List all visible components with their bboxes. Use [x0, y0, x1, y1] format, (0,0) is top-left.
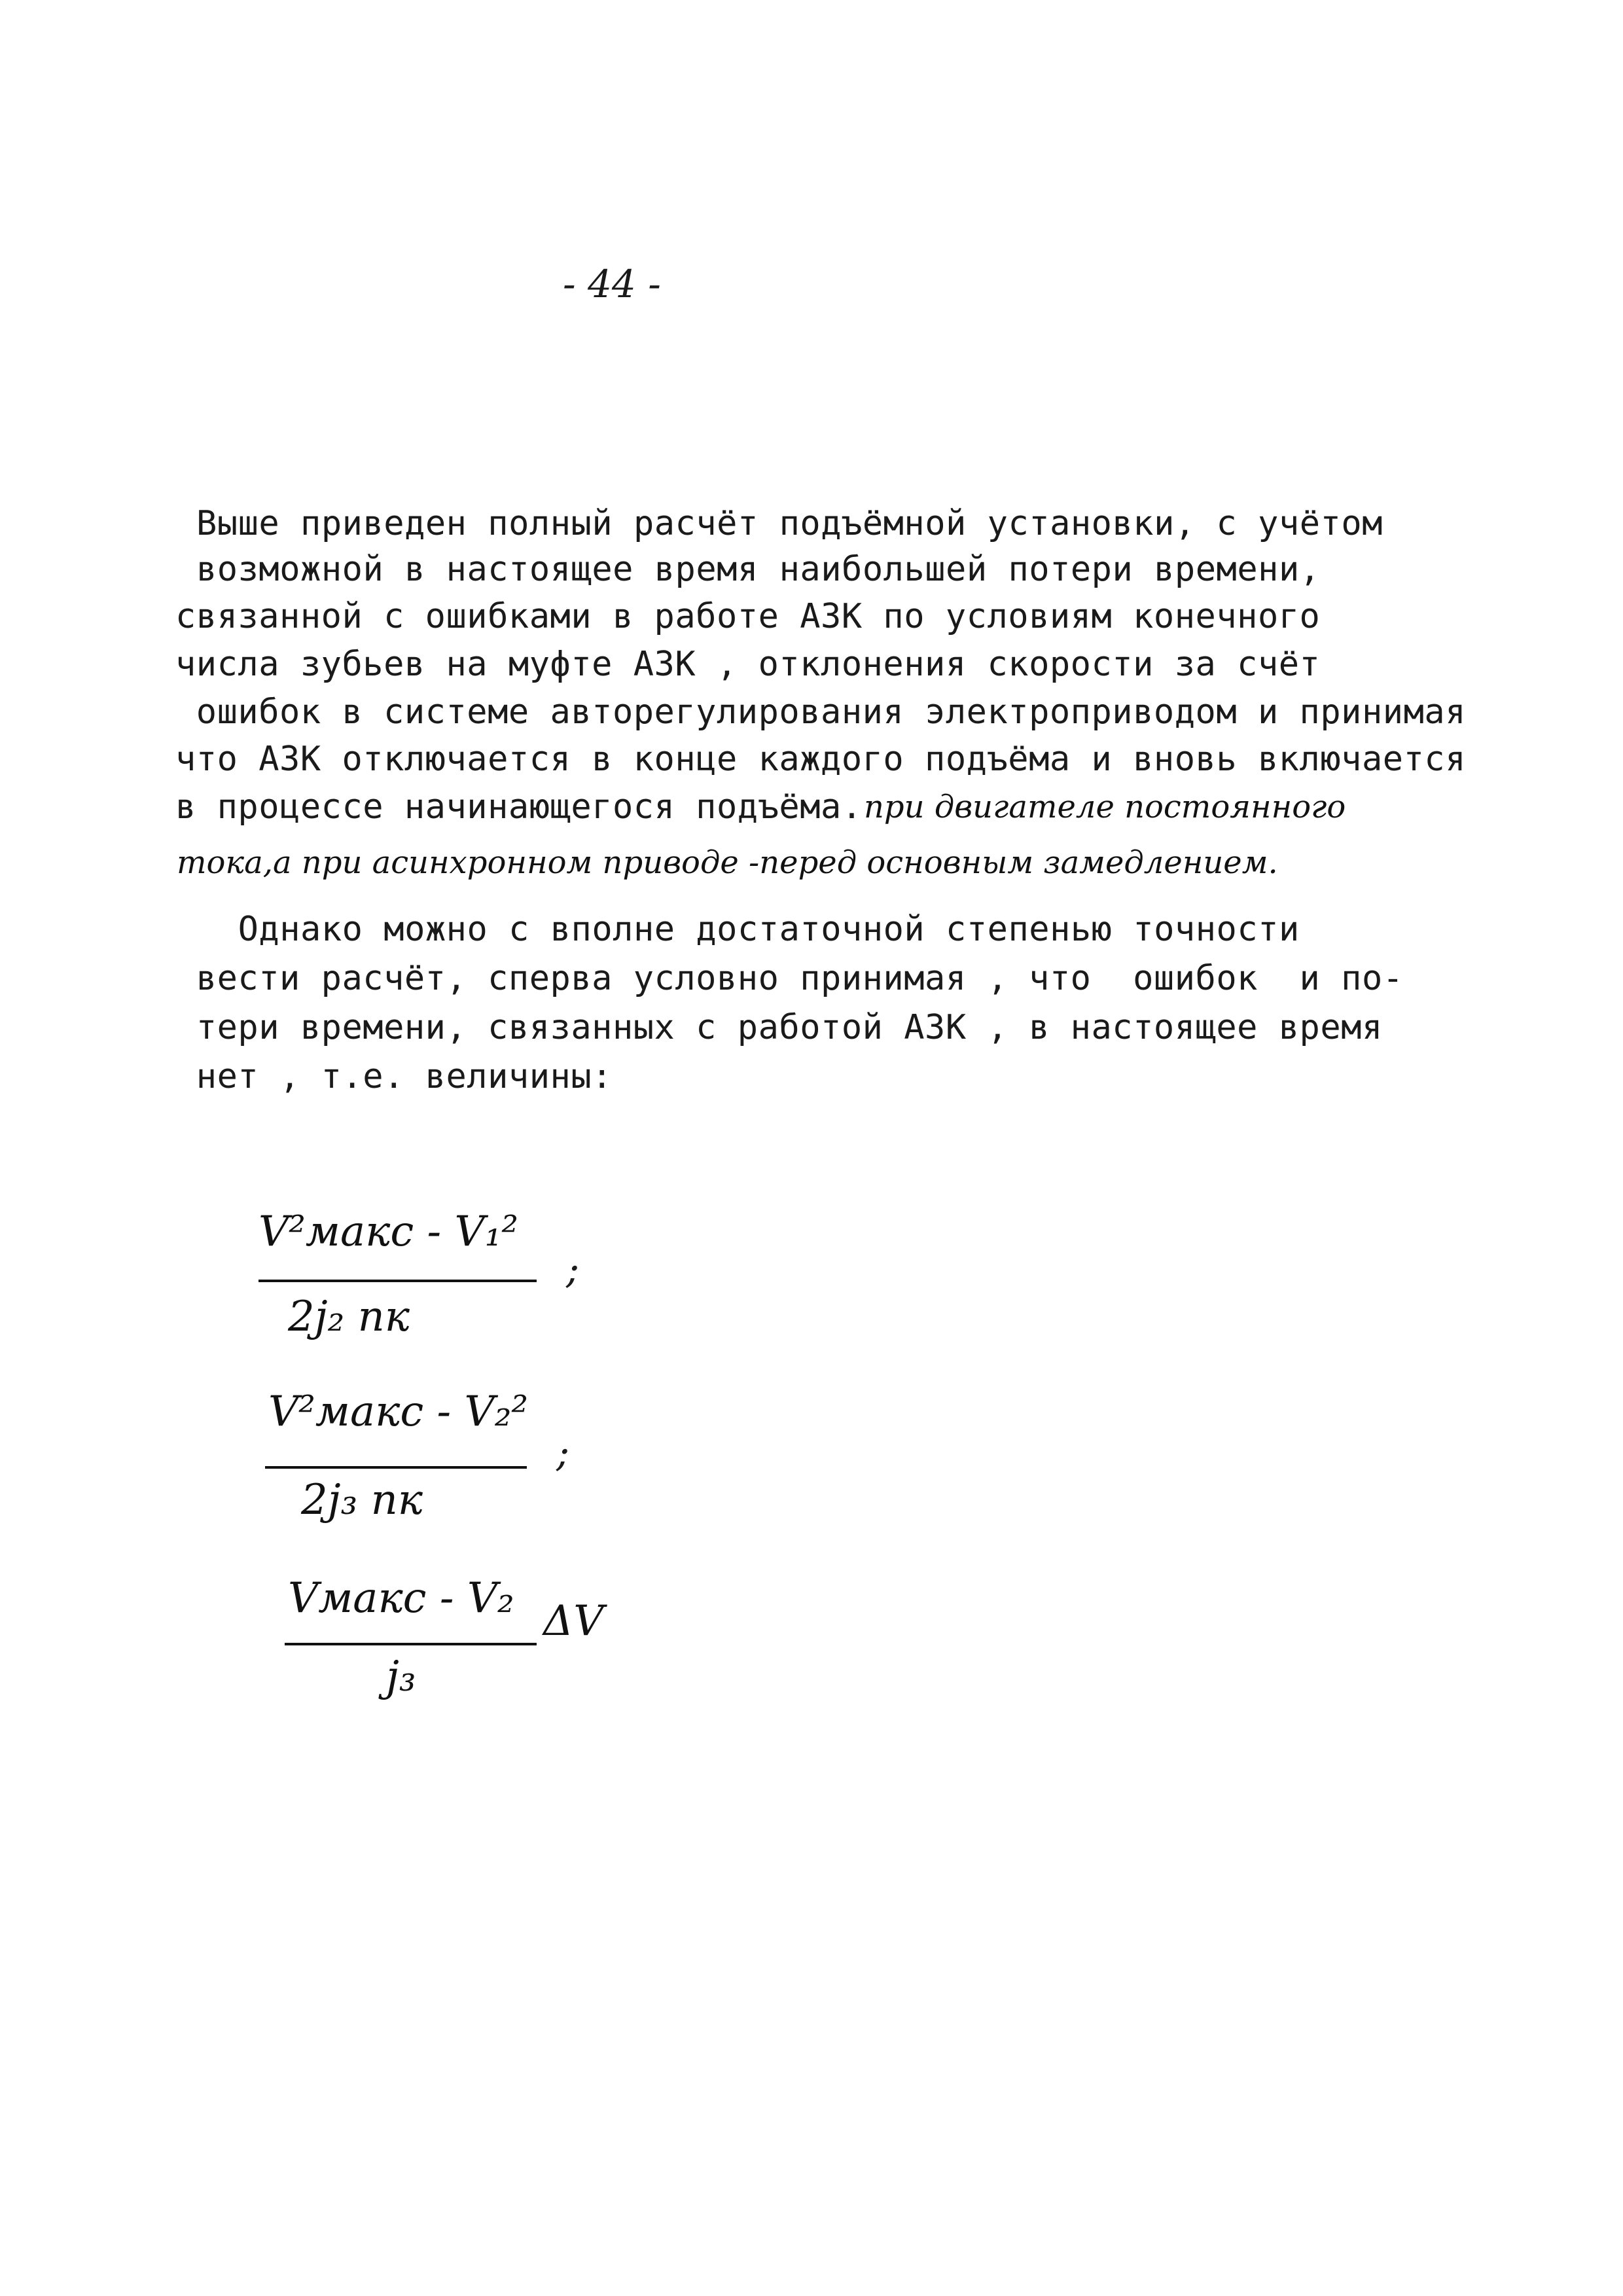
formula-denominator: j₃ [386, 1653, 416, 1701]
formula-numerator: V²макс - V₂² [268, 1388, 528, 1436]
text-line: связанной с ошибками в работе АЗК по условиям конечного [175, 597, 1321, 636]
text-line: в процессе начинающегося подъёма. [175, 787, 863, 827]
text-line: Выше приведен полный расчёт подъёмной установки, с учётом [196, 504, 1383, 543]
text-line: что АЗК отключается в конце каждого подъёма и вновь включается [175, 740, 1467, 779]
formula-suffix: ΔV [543, 1597, 604, 1645]
formula-numerator: V²макс - V₁² [259, 1208, 518, 1256]
fraction-line [259, 1280, 537, 1282]
page-number: - 44 - [563, 262, 661, 306]
text-line: Однако можно с вполне достаточной степенью точности [196, 910, 1300, 949]
formula-denominator: 2j₃ пк [301, 1476, 423, 1524]
text-line: нет , т.е. величины: [175, 1057, 613, 1096]
text-line: ошибок в системе авторегулирования электроприводом и принимая [175, 692, 1467, 732]
handwritten-note: при двигателе постоянного [864, 789, 1346, 825]
formula-separator: ; [556, 1430, 570, 1476]
text-line: числа зубьев на муфте АЗК , отклонения скорости за счёт [175, 645, 1321, 684]
text-line: возможной в настоящее время наибольшей потери времени, [196, 550, 1321, 589]
fraction-line [285, 1643, 537, 1645]
formula-denominator: 2j₂ пк [288, 1293, 410, 1341]
handwritten-note: тока,а при асинхронном приводе -перед основным замедлением. [177, 844, 1278, 881]
formula-separator: ; [566, 1247, 580, 1293]
fraction-line [265, 1466, 527, 1469]
formula-numerator: Vмакс - V₂ [288, 1574, 514, 1623]
text-line: тери времени, связанных с работой АЗК , в настоящее время [175, 1008, 1383, 1047]
text-line: вести расчёт, сперва условно принимая , что ошибок и по- [175, 959, 1404, 998]
